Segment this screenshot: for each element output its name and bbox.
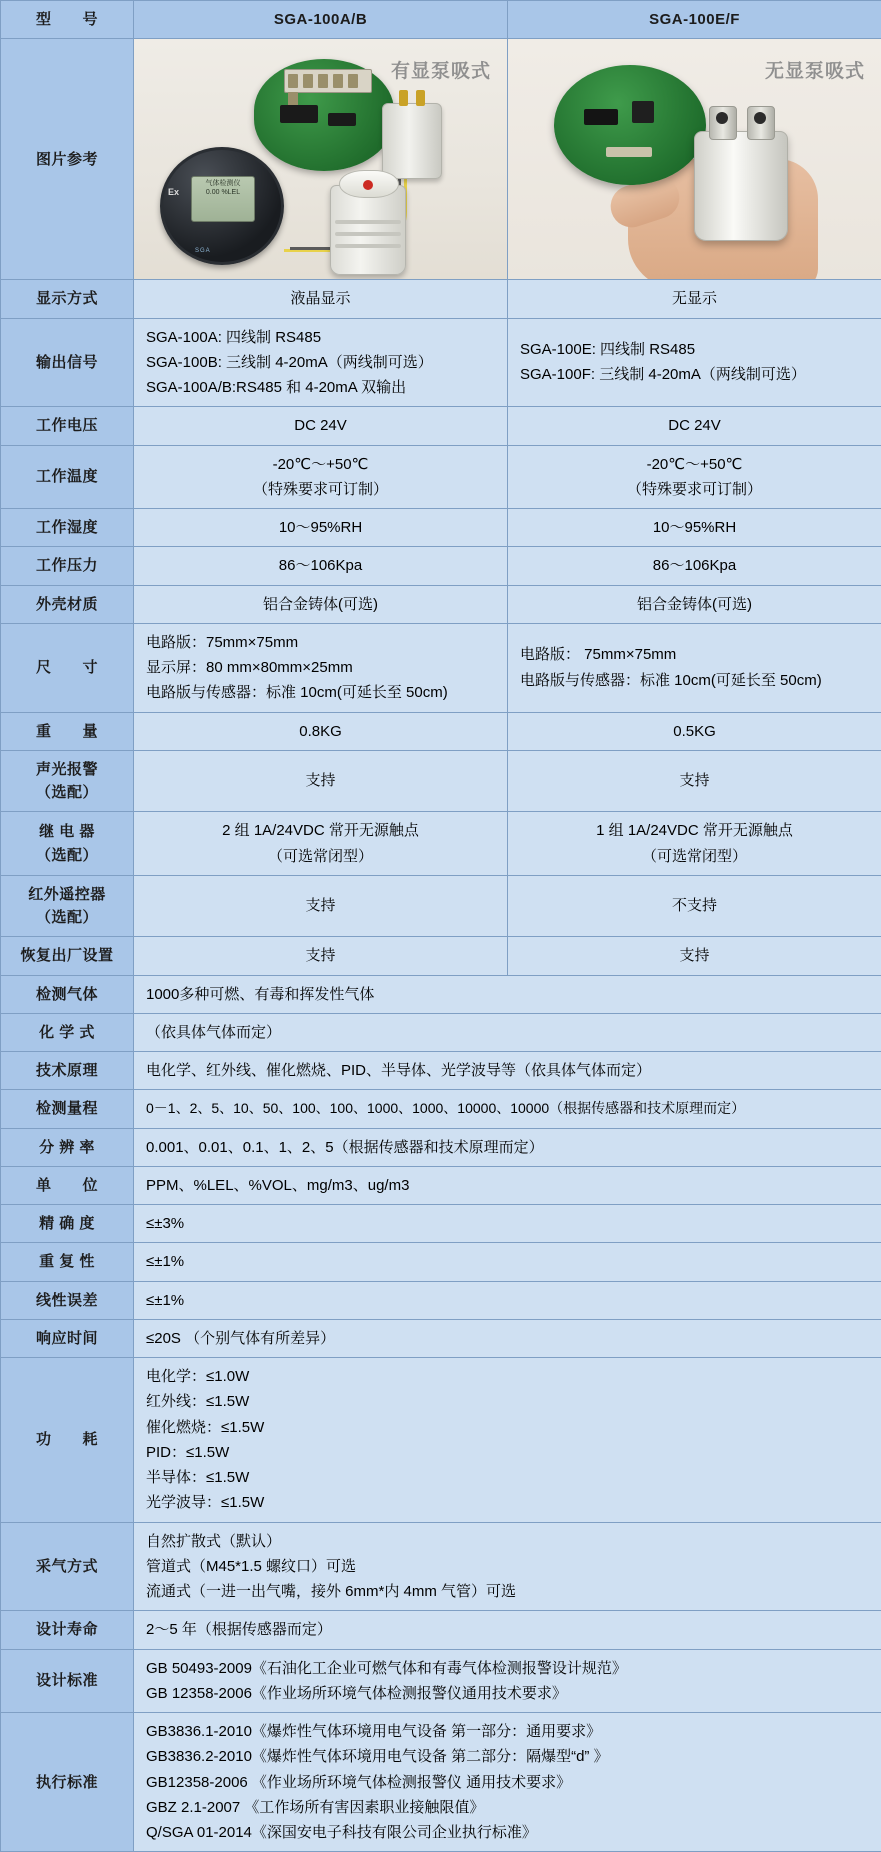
label-line: 继 电 器 (5, 820, 129, 843)
text-line: 2 组 1A/24VDC 常开无源触点 (142, 818, 499, 843)
row-label-lifetime: 设计寿命 (1, 1611, 134, 1649)
text-line: 电路版与传感器：标准 10cm(可延长至 50cm) (520, 668, 873, 693)
text-line: 电化学：≤1.0W (146, 1364, 873, 1389)
table-row-photo (1, 39, 881, 280)
text-line: 电路版： 75mm×75mm (520, 642, 873, 667)
text-line: 催化燃烧：≤1.5W (146, 1415, 873, 1440)
text-line: （特殊要求可订制） (142, 477, 499, 502)
table-row (1, 975, 881, 1013)
table-row (1, 1358, 881, 1523)
table-row (1, 445, 881, 509)
text-line: 1 组 1A/24VDC 常开无源触点 (516, 818, 873, 843)
cell-alarm-ef: 支持 (508, 750, 881, 812)
table-row (1, 407, 881, 445)
cell-alarm-ab: 支持 (134, 750, 508, 812)
lcd-screen-icon: 气体检测仪 0.00 %LEL (191, 176, 255, 222)
row-label-exec-standard: 执行标准 (1, 1713, 134, 1852)
text-line: SGA-100E: 四线制 RS485 (520, 337, 873, 362)
table-row (1, 937, 881, 975)
text-line: SGA-100B: 三线制 4-20mA（两线制可选） (146, 350, 499, 375)
table-row (1, 875, 881, 937)
text-line: （特殊要求可订制） (516, 477, 873, 502)
cell-weight-ab: 0.8KG (134, 712, 508, 750)
row-label-resolution: 分 辨 率 (1, 1128, 134, 1166)
label-line: 红外遥控器 (5, 883, 129, 906)
cell-exec-standard (134, 1713, 881, 1852)
text-line: -20℃～+50℃ (516, 452, 873, 477)
header-model-ab: SGA-100A/B (134, 1, 508, 39)
table-row (1, 1128, 881, 1166)
text-line: （可选常闭型） (516, 844, 873, 869)
text-line: GBZ 2.1-2007 《工作场所有害因素职业接触限值》 (146, 1795, 873, 1820)
text-line: GB 12358-2006《作业场所环境气体检测报警仪通用技术要求》 (146, 1681, 873, 1706)
text-line: GB3836.1-2010《爆炸性气体环境用电气设备 第一部分：通用要求》 (146, 1719, 873, 1744)
cell-linearity: ≤±1% (134, 1281, 881, 1319)
cell-pressure-ef: 86～106Kpa (508, 547, 881, 585)
table-row (1, 1611, 881, 1649)
table-row (1, 585, 881, 623)
pcb-board-icon (254, 59, 394, 171)
terminal-block-icon (284, 69, 372, 93)
cell-repeatability: ≤±1% (134, 1243, 881, 1281)
table-row (1, 1243, 881, 1281)
text-line: SGA-100A: 四线制 RS485 (146, 325, 499, 350)
row-label-relay (1, 812, 134, 876)
cell-humidity-ab: 10～95%RH (134, 509, 508, 547)
row-label-photo: 图片参考 (1, 39, 134, 280)
cell-housing-ef: 铝合金铸体(可选) (508, 585, 881, 623)
table-row (1, 1013, 881, 1051)
row-label-alarm (1, 750, 134, 812)
row-label-voltage: 工作电压 (1, 407, 134, 445)
label-line: （选配） (5, 781, 129, 804)
row-label-weight: 重 量 (1, 712, 134, 750)
pcb-board-icon (554, 65, 706, 185)
row-label-humidity: 工作湿度 (1, 509, 134, 547)
row-label-dimension: 尺 寸 (1, 623, 134, 712)
table-row (1, 1649, 881, 1713)
table-row (1, 1713, 881, 1852)
cell-dimension-ab (134, 623, 508, 712)
photo-tag-ef: 无显泵吸式 (765, 57, 865, 86)
rib-icon (335, 220, 401, 224)
row-label-unit: 单 位 (1, 1166, 134, 1204)
pin-icon (416, 90, 425, 106)
table-row (1, 1166, 881, 1204)
chip-icon (280, 105, 318, 123)
row-label-factory-reset: 恢复出厂设置 (1, 937, 134, 975)
cell-voltage-ef: DC 24V (508, 407, 881, 445)
cell-temperature-ef (508, 445, 881, 509)
row-label-range: 检测量程 (1, 1090, 134, 1128)
text-line: SGA-100F: 三线制 4-20mA（两线制可选） (520, 362, 873, 387)
brand-mark-icon: SGA (195, 247, 211, 256)
table-row (1, 1319, 881, 1357)
cell-relay-ef (508, 812, 881, 876)
cell-relay-ab (134, 812, 508, 876)
row-label-formula: 化 学 式 (1, 1013, 134, 1051)
cell-gas: 1000多种可燃、有毒和挥发性气体 (134, 975, 881, 1013)
row-label-pressure: 工作压力 (1, 547, 134, 585)
row-label-response-time: 响应时间 (1, 1319, 134, 1357)
text-line: 半导体：≤1.5W (146, 1465, 873, 1490)
table-row (1, 750, 881, 812)
text-line: 管道式（M45*1.5 螺纹口）可选 (146, 1554, 873, 1579)
row-label-repeatability: 重 复 性 (1, 1243, 134, 1281)
cell-housing-ab: 铝合金铸体(可选) (134, 585, 508, 623)
product-photo-ef (508, 39, 881, 279)
cell-pressure-ab: 86～106Kpa (134, 547, 508, 585)
photo-cell-ab (134, 39, 508, 280)
row-label-gas: 检测气体 (1, 975, 134, 1013)
cell-principle: 电化学、红外线、催化燃烧、PID、半导体、光学波导等（依具体气体而定） (134, 1052, 881, 1090)
row-label-temperature: 工作温度 (1, 445, 134, 509)
text-line: 电路版：75mm×75mm (146, 630, 499, 655)
table-row (1, 547, 881, 585)
ex-mark-icon: Ex (168, 186, 179, 200)
rib-icon (335, 244, 401, 248)
table-row (1, 1052, 881, 1090)
cell-output-ef (508, 318, 881, 407)
cell-voltage-ab: DC 24V (134, 407, 508, 445)
text-line: （可选常闭型） (142, 844, 499, 869)
chip-icon (584, 109, 618, 125)
row-label-output: 输出信号 (1, 318, 134, 407)
row-label-display: 显示方式 (1, 280, 134, 318)
text-line: 光学波导：≤1.5W (146, 1490, 873, 1515)
display-meter-icon (160, 147, 284, 265)
text-line: SGA-100A/B:RS485 和 4-20mA 双输出 (146, 375, 499, 400)
table-row (1, 812, 881, 876)
pump-sensor-icon (330, 185, 406, 275)
text-line: GB12358-2006 《作业场所环境气体检测报警仪 通用技术要求》 (146, 1770, 873, 1795)
photo-tag-ab: 有显泵吸式 (391, 57, 491, 86)
row-label-design-standard: 设计标准 (1, 1649, 134, 1713)
chip-icon (632, 101, 654, 123)
header-model-ef: SGA-100E/F (508, 1, 881, 39)
cell-dimension-ef (508, 623, 881, 712)
cell-humidity-ef: 10～95%RH (508, 509, 881, 547)
pin-icon (399, 90, 408, 106)
cell-design-standard (134, 1649, 881, 1713)
sensor-cylinder-icon (382, 103, 442, 179)
cell-factory-reset-ab: 支持 (134, 937, 508, 975)
row-label-power: 功 耗 (1, 1358, 134, 1523)
table-row (1, 712, 881, 750)
cell-resolution: 0.001、0.01、0.1、1、2、5（根据传感器和技术原理而定） (134, 1128, 881, 1166)
table-row (1, 509, 881, 547)
text-line: PID：≤1.5W (146, 1440, 873, 1465)
text-line: 显示屏：80 mm×80mm×25mm (146, 655, 499, 680)
table-row (1, 318, 881, 407)
label-line: （选配） (5, 906, 129, 929)
photo-cell-ef (508, 39, 881, 280)
cell-power (134, 1358, 881, 1523)
label-line: 声光报警 (5, 758, 129, 781)
cell-weight-ef: 0.5KG (508, 712, 881, 750)
row-label-principle: 技术原理 (1, 1052, 134, 1090)
rib-icon (335, 232, 401, 236)
row-label-housing: 外壳材质 (1, 585, 134, 623)
text-line: GB 50493-2009《石油化工企业可燃气体和有毒气体检测报警设计规范》 (146, 1656, 873, 1681)
table-row (1, 1205, 881, 1243)
row-label-sampling: 采气方式 (1, 1522, 134, 1611)
row-label-accuracy: 精 确 度 (1, 1205, 134, 1243)
text-line: GB3836.2-2010《爆炸性气体环境用电气设备 第二部分：隔爆型“d” 》 (146, 1744, 873, 1769)
cell-unit: PPM、%LEL、%VOL、mg/m3、ug/m3 (134, 1166, 881, 1204)
cell-ir-remote-ef: 不支持 (508, 875, 881, 937)
table-row (1, 623, 881, 712)
text-line: 流通式（一进一出气嘴，接外 6mm*内 4mm 气管）可选 (146, 1579, 873, 1604)
cell-temperature-ab (134, 445, 508, 509)
text-line: 自然扩散式（默认） (146, 1529, 873, 1554)
cell-formula: （依具体气体而定） (134, 1013, 881, 1051)
table-row (1, 1281, 881, 1319)
row-label-ir-remote (1, 875, 134, 937)
cell-response-time: ≤20S （个别气体有所差异） (134, 1319, 881, 1357)
pump-sensor-icon (694, 131, 788, 241)
connector-icon (606, 147, 652, 157)
cell-ir-remote-ab: 支持 (134, 875, 508, 937)
label-line: （选配） (5, 844, 129, 867)
cell-display-ef: 无显示 (508, 280, 881, 318)
text-line: Q/SGA 01-2014《深国安电子科技有限公司企业执行标准》 (146, 1820, 873, 1845)
cell-sampling (134, 1522, 881, 1611)
row-label-linearity: 线性误差 (1, 1281, 134, 1319)
table-row-header (1, 1, 881, 39)
chip-icon (328, 113, 356, 126)
table-row (1, 280, 881, 318)
table-row (1, 1522, 881, 1611)
text-line: 红外线：≤1.5W (146, 1389, 873, 1414)
cell-lifetime: 2～5 年（根据传感器而定） (134, 1611, 881, 1649)
text-line: 电路版与传感器：标准 10cm(可延长至 50cm) (146, 680, 499, 705)
header-model-label: 型 号 (1, 1, 134, 39)
text-line: -20℃～+50℃ (142, 452, 499, 477)
cell-display-ab: 液晶显示 (134, 280, 508, 318)
cell-output-ab (134, 318, 508, 407)
product-photo-ab (134, 39, 507, 279)
cell-range: 0－1、2、5、10、50、100、100、1000、1000、10000、10000（根据传感器和技术原理而定） (134, 1090, 881, 1128)
cell-factory-reset-ef: 支持 (508, 937, 881, 975)
cell-accuracy: ≤±3% (134, 1205, 881, 1243)
table-row (1, 1090, 881, 1128)
